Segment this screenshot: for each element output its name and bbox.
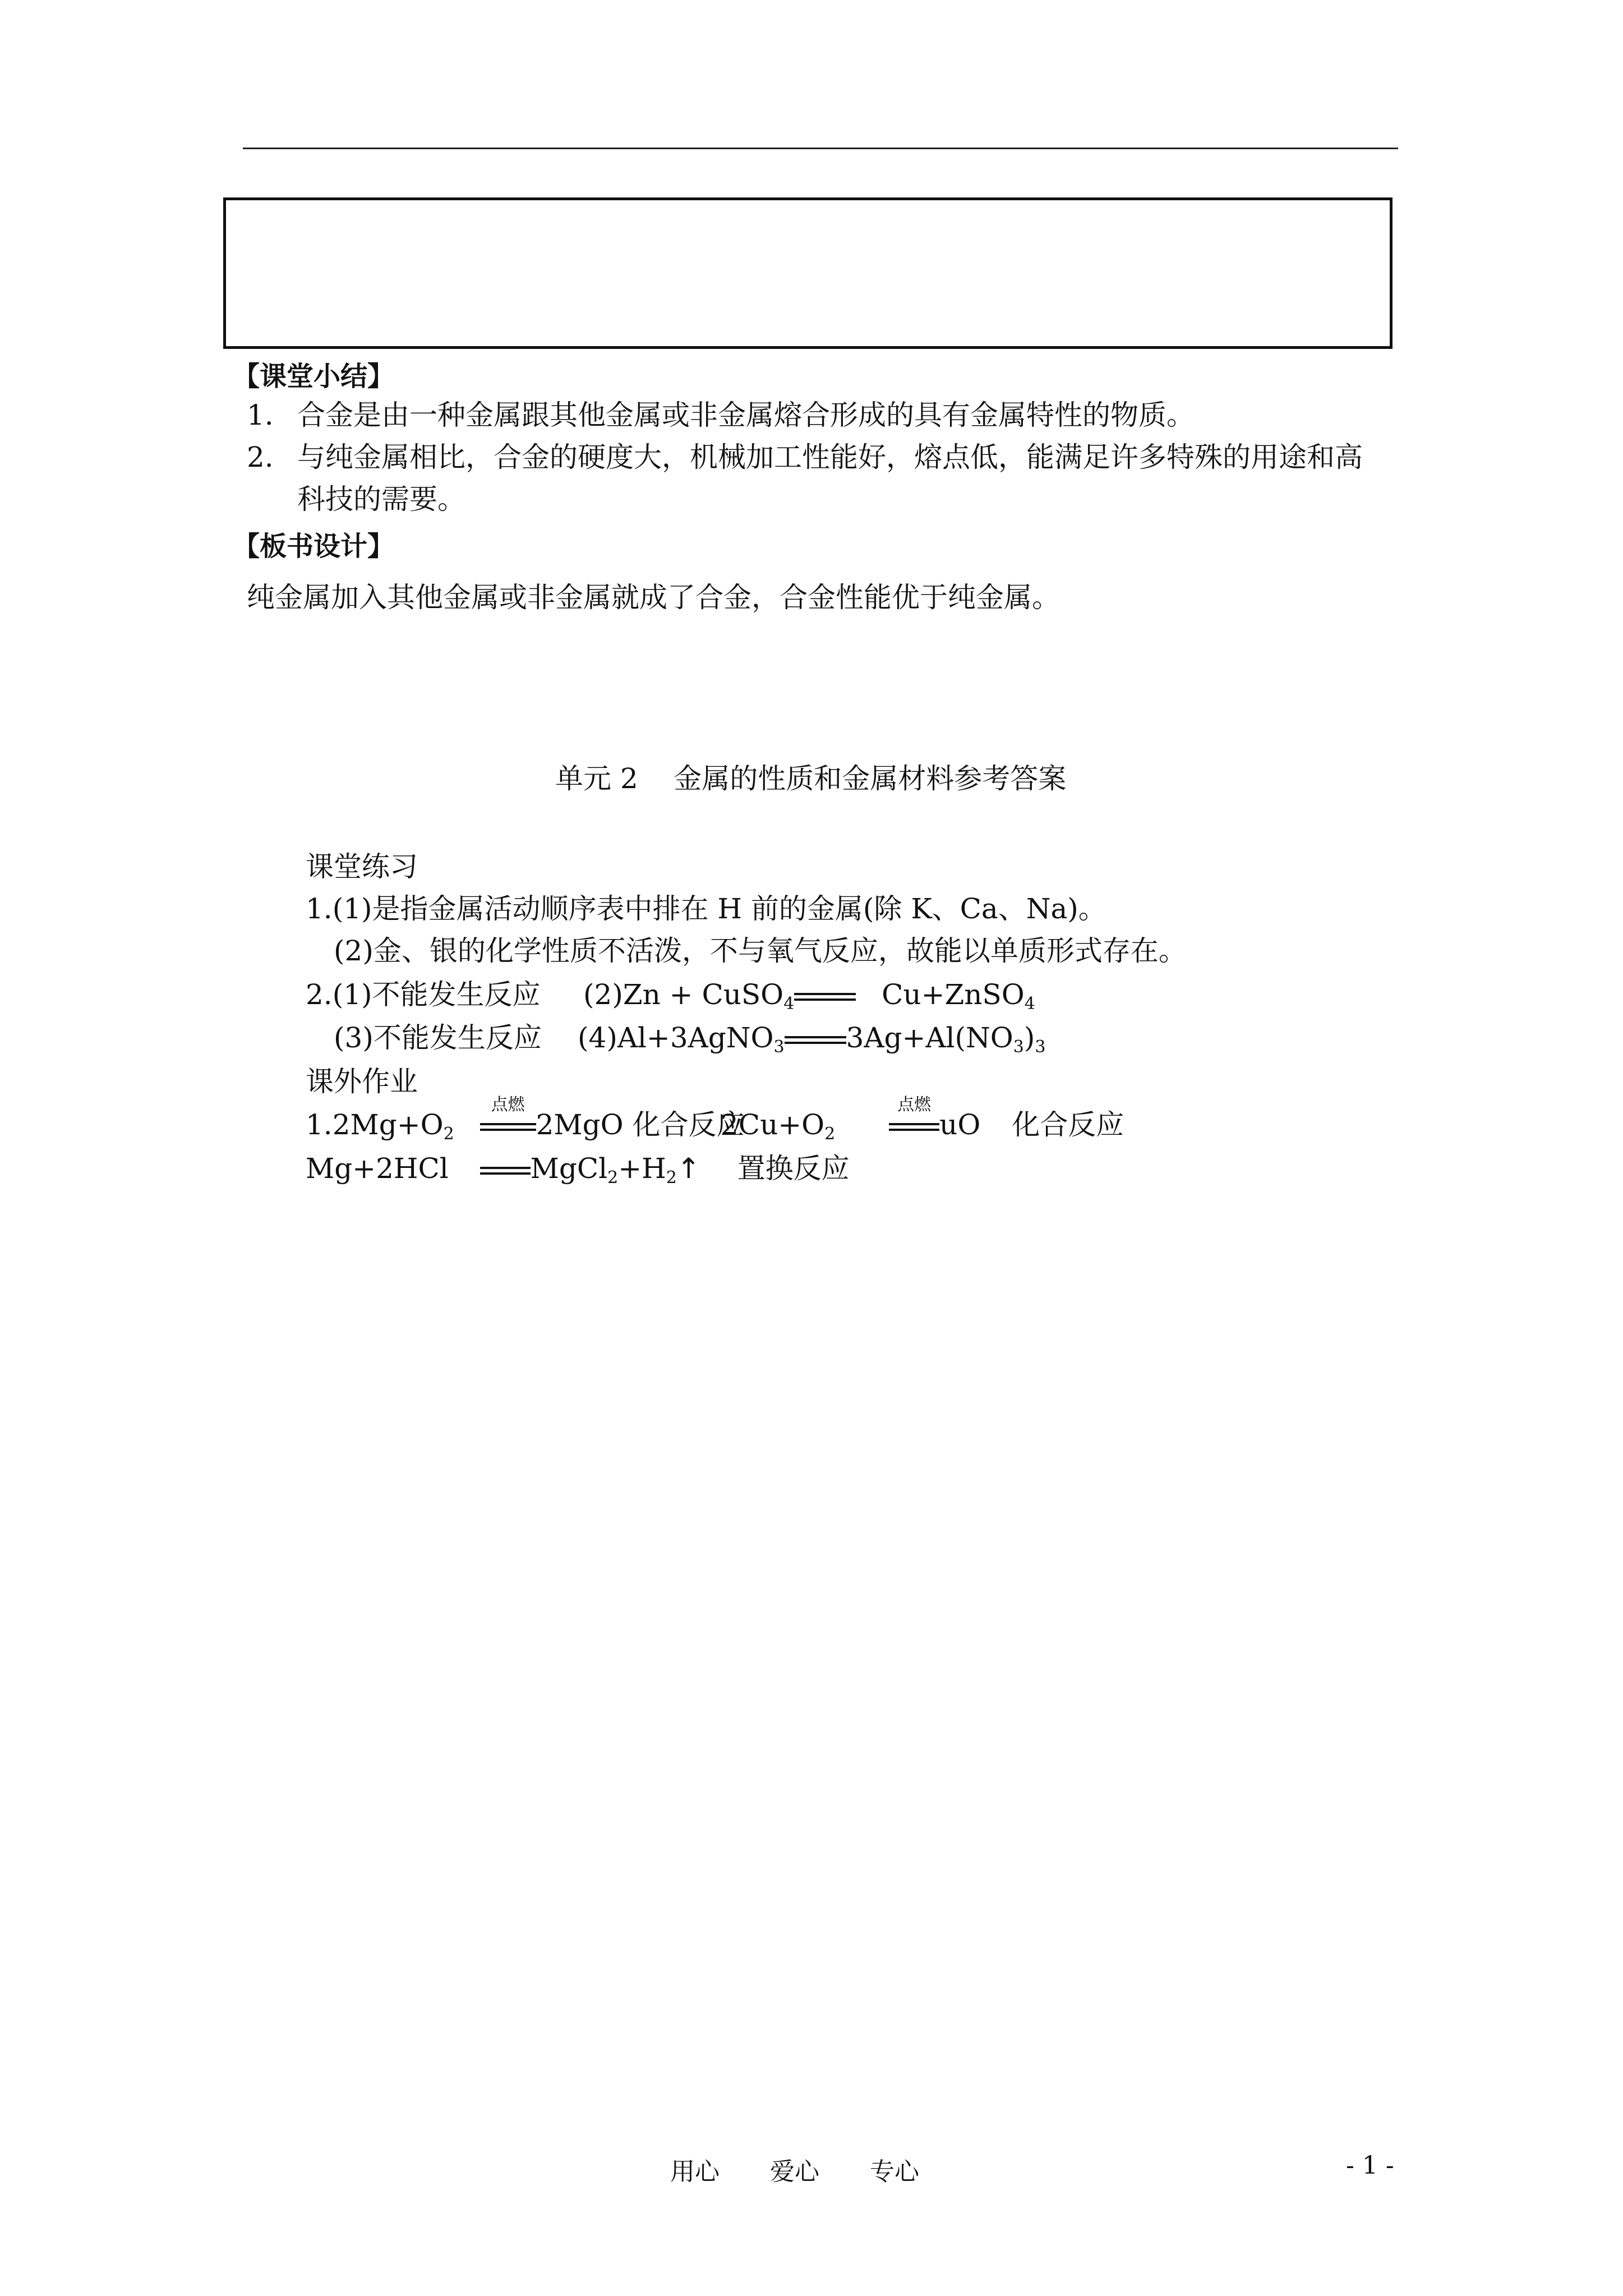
q2-b-equation (583, 978, 1035, 1021)
arrow-up-icon: ↑ (676, 1152, 700, 1185)
q2-a: 2.(1)不能发生反应 (306, 978, 541, 1011)
h3-rhs-sub: 2 (607, 1168, 619, 1188)
summary-item2-line2: 科技的需要。 (297, 483, 465, 516)
h2-rhs: uO (939, 1108, 981, 1141)
empty-content-box (223, 197, 1393, 349)
q2-c: (3)不能发生反应 (334, 1022, 542, 1054)
h2-lhs: 2Cu+O (721, 1108, 825, 1141)
summary-item1-num: 1. (247, 399, 274, 431)
h3-equation (306, 1152, 850, 1195)
footer-motto-3: 专心 (870, 2157, 919, 2186)
header-rule (243, 148, 1398, 149)
h1-equation (306, 1095, 745, 1151)
q1-part2: (2)金、银的化学性质不活泼，不与氧气反应，故能以单质形式存在。 (334, 935, 1187, 967)
summary-item2-num: 2. (247, 441, 274, 473)
answers-title: 单元 2 金属的性质和金属材料参考答案 (555, 762, 1067, 795)
h2-lhs-sub: 2 (824, 1124, 836, 1144)
h2-type: 化合反应 (1012, 1108, 1124, 1141)
q2-d-equation (578, 1021, 1045, 1064)
q2-d-lhs-sub: 3 (773, 1037, 785, 1057)
h1-lhs-sub: 2 (443, 1124, 454, 1144)
h3-type: 置换反应 (737, 1152, 850, 1185)
summary-item2-line1: 与纯金属相比，合金的硬度大，机械加工性能好，熔点低，能满足许多特殊的用途和高 (297, 441, 1363, 473)
q2-d-lhs: (4)Al+3AgNO (578, 1022, 774, 1054)
summary-item1-text: 合金是由一种金属跟其他金属或非金属熔合形成的具有金属特性的物质。 (297, 399, 1195, 431)
h1-lhs: 1.2Mg+O (306, 1108, 444, 1141)
classwork-label: 课堂练习 (306, 850, 418, 883)
equals-with-condition (889, 1095, 939, 1142)
h1-rhs: 2MgO 化合反应 (536, 1108, 745, 1141)
q1-part1: 1.(1)是指金属活动顺序表中排在 H 前的金属(除 K、Ca、Na)。 (306, 892, 1106, 925)
q2-d-rhs-sub1: 3 (1013, 1037, 1024, 1057)
summary-heading: 【课堂小结】 (233, 361, 395, 392)
q2-d-rhs-close: ) (1023, 1022, 1035, 1054)
homework-label: 课外作业 (306, 1065, 418, 1098)
h3-rhs-sub2: 2 (666, 1168, 677, 1188)
q2-b-lhs: (2)Zn + CuSO (583, 978, 784, 1011)
footer-motto-2: 爱心 (770, 2157, 819, 2186)
q2-d-rhs: 3Ag+Al(NO (846, 1022, 1013, 1054)
h3-rhs: MgCl (530, 1152, 608, 1185)
h1-condition: 点燃 (491, 1095, 525, 1115)
h3-rhs-tail: +H (618, 1152, 666, 1185)
h2-equation (721, 1095, 1124, 1151)
equals-with-condition (480, 1095, 536, 1142)
h2-condition: 点燃 (897, 1095, 932, 1115)
q2-b-rhs: Cu+ZnSO (882, 978, 1025, 1011)
equals-sign (794, 978, 856, 1011)
page-number: - 1 - (1346, 2151, 1394, 2180)
board-heading: 【板书设计】 (233, 531, 395, 562)
equals-sign (480, 1152, 531, 1185)
board-text: 纯金属加入其他金属或非金属就成了合金，合金性能优于纯金属。 (247, 581, 1060, 614)
h3-lhs: Mg+2HCl (306, 1152, 449, 1185)
q2-b-rhs-sub: 4 (1024, 994, 1035, 1014)
q2-b-lhs-sub: 4 (783, 994, 795, 1014)
equals-sign (785, 1021, 846, 1055)
q2-d-rhs-sub2: 3 (1035, 1037, 1046, 1057)
footer-motto-1: 用心 (670, 2157, 720, 2186)
